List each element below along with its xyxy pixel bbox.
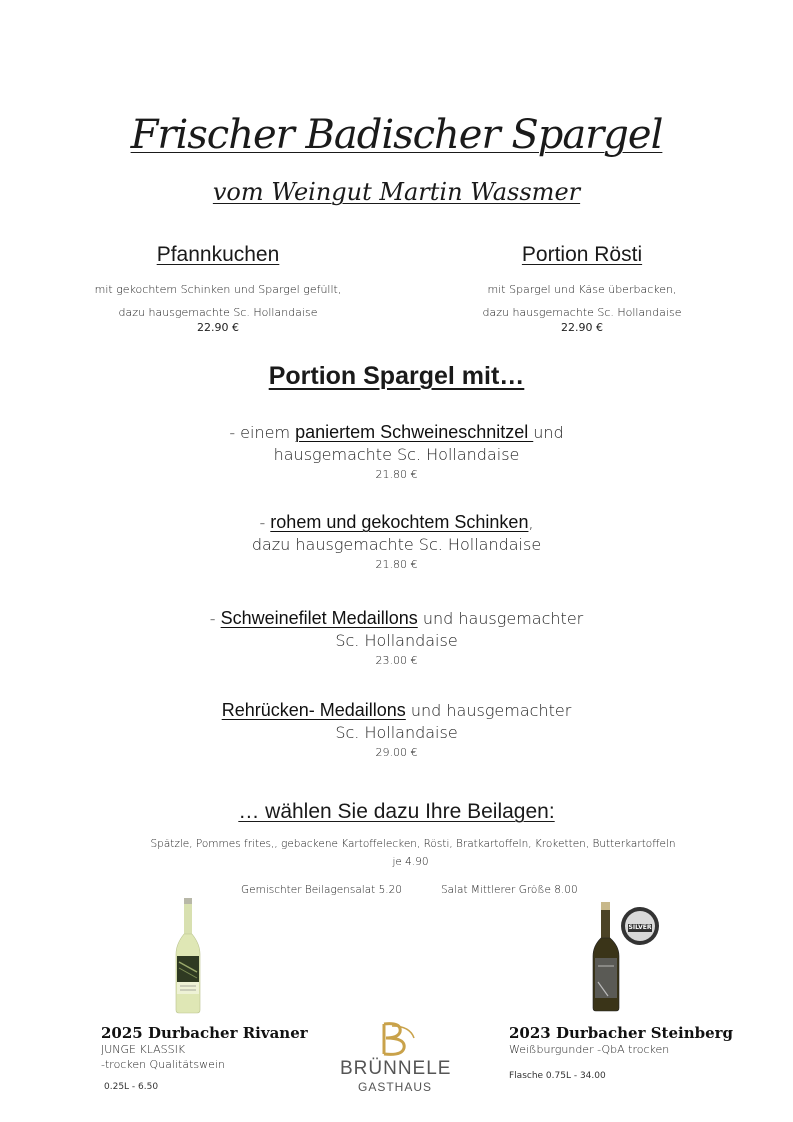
item-line2: dazu hausgemachte Sc. Hollandaise — [251, 535, 542, 554]
right-dish-desc1: mit Spargel und Käse überbacken, — [487, 283, 677, 296]
item-line2: Sc. Hollandaise — [335, 723, 458, 742]
item-prefix: - — [259, 513, 271, 532]
item-price: 29.00 € — [375, 746, 418, 759]
menu-item — [0, 699, 793, 762]
left-dish-desc2: dazu hausgemachte Sc. Hollandaise — [118, 306, 318, 319]
right-dish — [432, 243, 732, 334]
wine-left-price: 0.25L - 6.50 — [104, 1082, 159, 1092]
menu-item — [0, 511, 793, 574]
item-line1 — [0, 699, 793, 722]
sides-title: … wählen Sie dazu Ihre Beilagen: — [238, 800, 555, 823]
item-line1 — [0, 607, 793, 630]
item-line2: Sc. Hollandaise — [335, 631, 458, 650]
salad-mixed: Gemischter Beilagensalat 5.20 — [241, 884, 402, 896]
logo-name: BRÜNNELE — [340, 1058, 452, 1079]
item-highlight: Rehrücken- Medaillons — [221, 700, 406, 720]
right-dish-price: 22.90 € — [561, 321, 603, 334]
left-dish-name: Pfannkuchen — [156, 243, 280, 266]
item-suffix: und hausgemachter — [405, 701, 572, 720]
menu-title: Frischer Badischer Spargel — [130, 112, 663, 158]
left-dish-price: 22.90 € — [197, 321, 239, 334]
item-line1 — [0, 421, 793, 444]
item-prefix: - — [209, 609, 221, 628]
wine-right-line1: Weißburgunder -QbA trocken — [509, 1043, 670, 1056]
item-line2: hausgemachte Sc. Hollandaise — [273, 445, 520, 464]
sides-price: je 4.90 — [392, 856, 429, 868]
right-dish-desc2: dazu hausgemachte Sc. Hollandaise — [482, 306, 682, 319]
menu-item — [0, 421, 793, 484]
item-suffix: und hausgemachter — [417, 609, 584, 628]
item-highlight: Schweinefilet Medaillons — [220, 608, 418, 628]
logo-tagline: GASTHAUS — [357, 1080, 432, 1094]
item-highlight: rohem und gekochtem Schinken — [270, 512, 529, 532]
left-dish-desc1: mit gekochtem Schinken und Spargel gefüllt, — [94, 283, 342, 296]
brunnele-logo — [340, 1020, 450, 1100]
item-suffix: , — [528, 513, 534, 532]
left-dish — [68, 243, 368, 334]
wine-right — [509, 1024, 733, 1081]
wine-left-line2: -trocken Qualitätswein — [101, 1058, 225, 1071]
item-prefix: - einem — [229, 423, 296, 442]
wine-left — [101, 1024, 308, 1092]
wine-bottle-rivaner-image — [168, 896, 208, 1014]
item-price: 21.80 € — [375, 468, 418, 481]
menu-subtitle: vom Weingut Martin Wassmer — [212, 178, 581, 206]
section-title: Portion Spargel mit… — [268, 362, 525, 390]
salad-medium: Salat Mittlerer Größe 8.00 — [441, 884, 578, 896]
item-highlight: paniertem Schweineschnitzel — [295, 422, 534, 442]
wine-right-name: 2023 Durbacher Steinberg — [509, 1024, 734, 1042]
logo-b-icon — [370, 1020, 420, 1060]
item-price: 21.80 € — [375, 558, 418, 571]
silver-medal-icon — [620, 906, 660, 946]
sides-list: Spätzle, Pommes frites,, gebackene Kartoffelecken, Rösti, Bratkartoffeln, Kroketten, Butterkartoffeln — [150, 838, 676, 850]
item-price: 23.00 € — [375, 654, 418, 667]
wine-left-line1: JUNGE KLASSIK — [101, 1043, 186, 1056]
wine-right-price: Flasche 0.75L - 34.00 — [509, 1071, 606, 1081]
wine-left-name: 2025 Durbacher Rivaner — [101, 1024, 308, 1042]
medal-label: SILVER — [628, 924, 652, 931]
item-line1 — [0, 511, 793, 534]
item-suffix: und — [533, 423, 564, 442]
menu-item — [0, 607, 793, 670]
right-dish-name: Portion Rösti — [521, 243, 643, 266]
